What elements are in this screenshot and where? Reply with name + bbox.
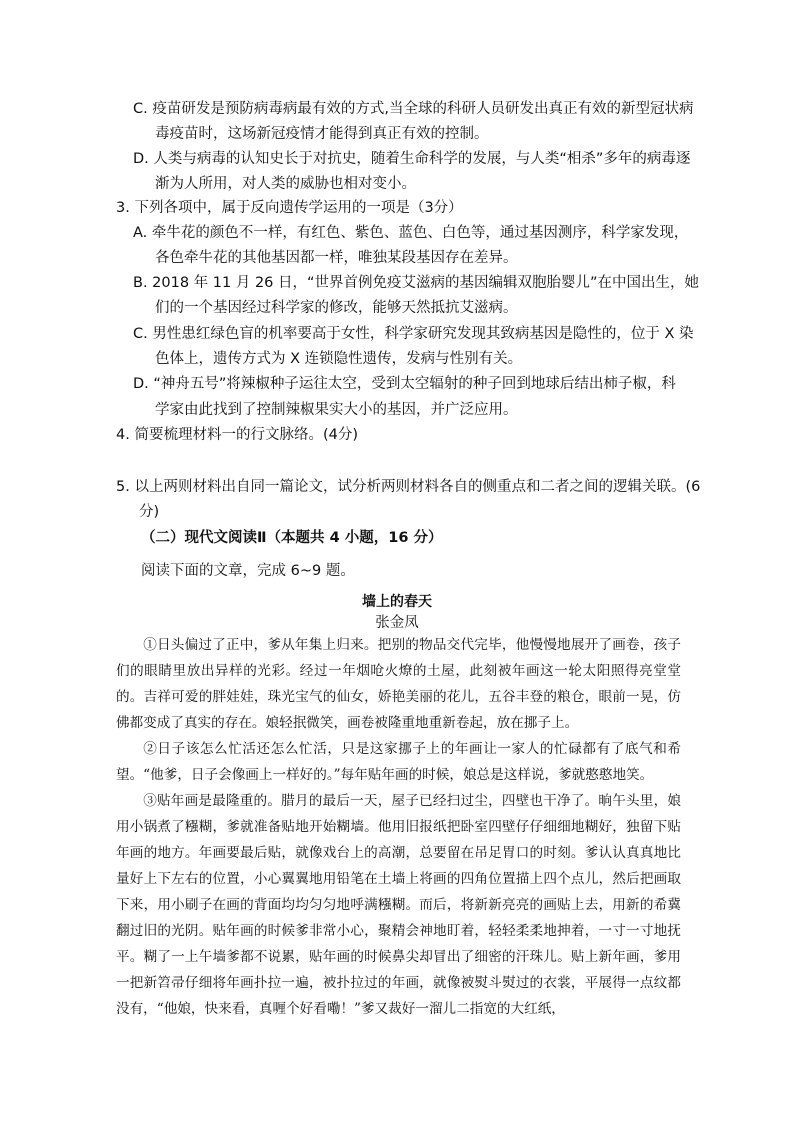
question-5-line1: 5. 以上两则材料出自同一篇论文，试分析两则材料各自的侧重点和二者之间的逻辑关联。(6 [116,479,701,495]
article-paragraph-3: ③贴年画是最隆重的。腊月的最后一天，屋子已经扫过尘，四壁也干净了。晌午头里，娘用小锅煮了糨糊，爹就准备贴地开始糊墙。他用旧报纸把卧室四壁仔仔细细地糊好，独留下贴年画的地方。年画要最后贴，就像戏台上的高潮，总要留在吊足胃口的时刻。爹认认真真地比量好上下左右的位置，小心翼翼地用铅笔在土墙上将画的四角位置描上四个点儿，然后把画取下来，用小刷子在画的背面均均匀匀地呼满糨糊。而后，将新新亮亮的画贴上去，用新的希冀翻过旧的光阴。贴年画的时候爹非常小心，聚精会神地盯着，轻轻柔柔地抻着，一寸一寸地抚平。糊了一上午墙爹都不说累，贴年画的时候鼻尖却冒出了细密的汗珠儿。贴上新年画，爹用一把新笤帚仔细将年画扑拉一遍，被扑拉过的年画，就像被熨斗熨过的衣裳，平展得一点纹都没有，“他娘，快来看，真喱个好看嘞！”爹又裁好一溜儿二指宽的大红纸， [116,793,681,1017]
question-5-line2: 分) [139,504,160,520]
article-paragraph-1: ①日头偏过了正中，爹从年集上归来。把别的物品交代完毕，他慢慢地展开了画卷，孩子们的眼睛里放出异样的光彩。经过一年烟呛火燎的土屋，此刻被年画这一轮太阳照得亮堂堂的。吉祥可爱的胖娃娃，珠光宝气的仙女，娇艳美丽的花儿，五谷丰登的粮仓，眼前一晃，仿佛都变成了真实的存在。娘轻抿微笑，画卷被隆重地重新卷起，放在挪子上。 [116,637,681,731]
question-4: 4. 简要梳理材料一的行文脉络。(4分) [116,427,358,443]
q3-option-d-line2: 学家由此找到了控制辣椒果实大小的基因，并广泛应用。 [155,402,518,418]
section-heading: （二）现代文阅读Ⅱ（本题共 4 小题，16 分） [141,530,443,546]
q3-option-d-line1: D. “神舟五号”将辣椒种子运往太空，受到太空辐射的种子回到地球后结出柿子椒，科 [133,376,676,392]
q2-option-d-line1: D. 人类与病毒的认知史长于对抗史，随着生命科学的发展，与人类“相杀”多年的病毒逐 [133,151,691,167]
article-paragraph-2: ②日子该怎么忙活还怎么忙活，只是这家挪子上的年画让一家人的忙碌都有了底气和希望。“他爹，日子会像画上一样好的。”每年贴年画的时候，娘总是这样说，爹就憨憨地笑。 [116,741,681,783]
q3-option-c-line2: 色体上，遗传方式为 X 连锁隐性遗传，发病与性别有关。 [155,351,523,367]
q3-option-b-line1: B. 2018 年 11 月 26 日，“世界首例免疫艾滋病的基因编辑双胞胎婴儿”在中国出生，她 [133,275,700,291]
article-title: 墙上的春天 [362,594,432,610]
q2-option-c-line1: C. 疫苗研发是预防病毒病最有效的方式,当全球的科研人员研发出真正有效的新型冠状病 [133,101,694,117]
reading-instruction: 阅读下面的文章，完成 6~9 题。 [141,563,355,579]
article-body [116,632,681,1022]
q3-option-b-line2: 们的一个基因经过科学家的修改，能够天然抵抗艾滋病。 [155,300,518,316]
q3-option-c-line1: C. 男性患红绿色盲的机率要高于女性，科学家研究发现其致病基因是隐性的，位于 X 染 [133,326,694,342]
question-3-stem: 3. 下列各项中，属于反向遗传学运用的一项是（3分） [116,200,463,216]
q2-option-d-line2: 渐为人所用，对人类的威胁也相对变小。 [155,176,416,192]
article-author: 张金凤 [375,615,419,631]
q2-option-c-line2: 毒疫苗时，这场新冠疫情才能得到真正有效的控制。 [155,126,489,142]
q3-option-a-line1: A. 牵牛花的颜色不一样，有红色、紫色、蓝色、白色等，通过基因测序，科学家发现， [133,225,689,241]
q3-option-a-line2: 各色牵牛花的其他基因都一样，唯独某段基因存在差异。 [155,250,518,266]
